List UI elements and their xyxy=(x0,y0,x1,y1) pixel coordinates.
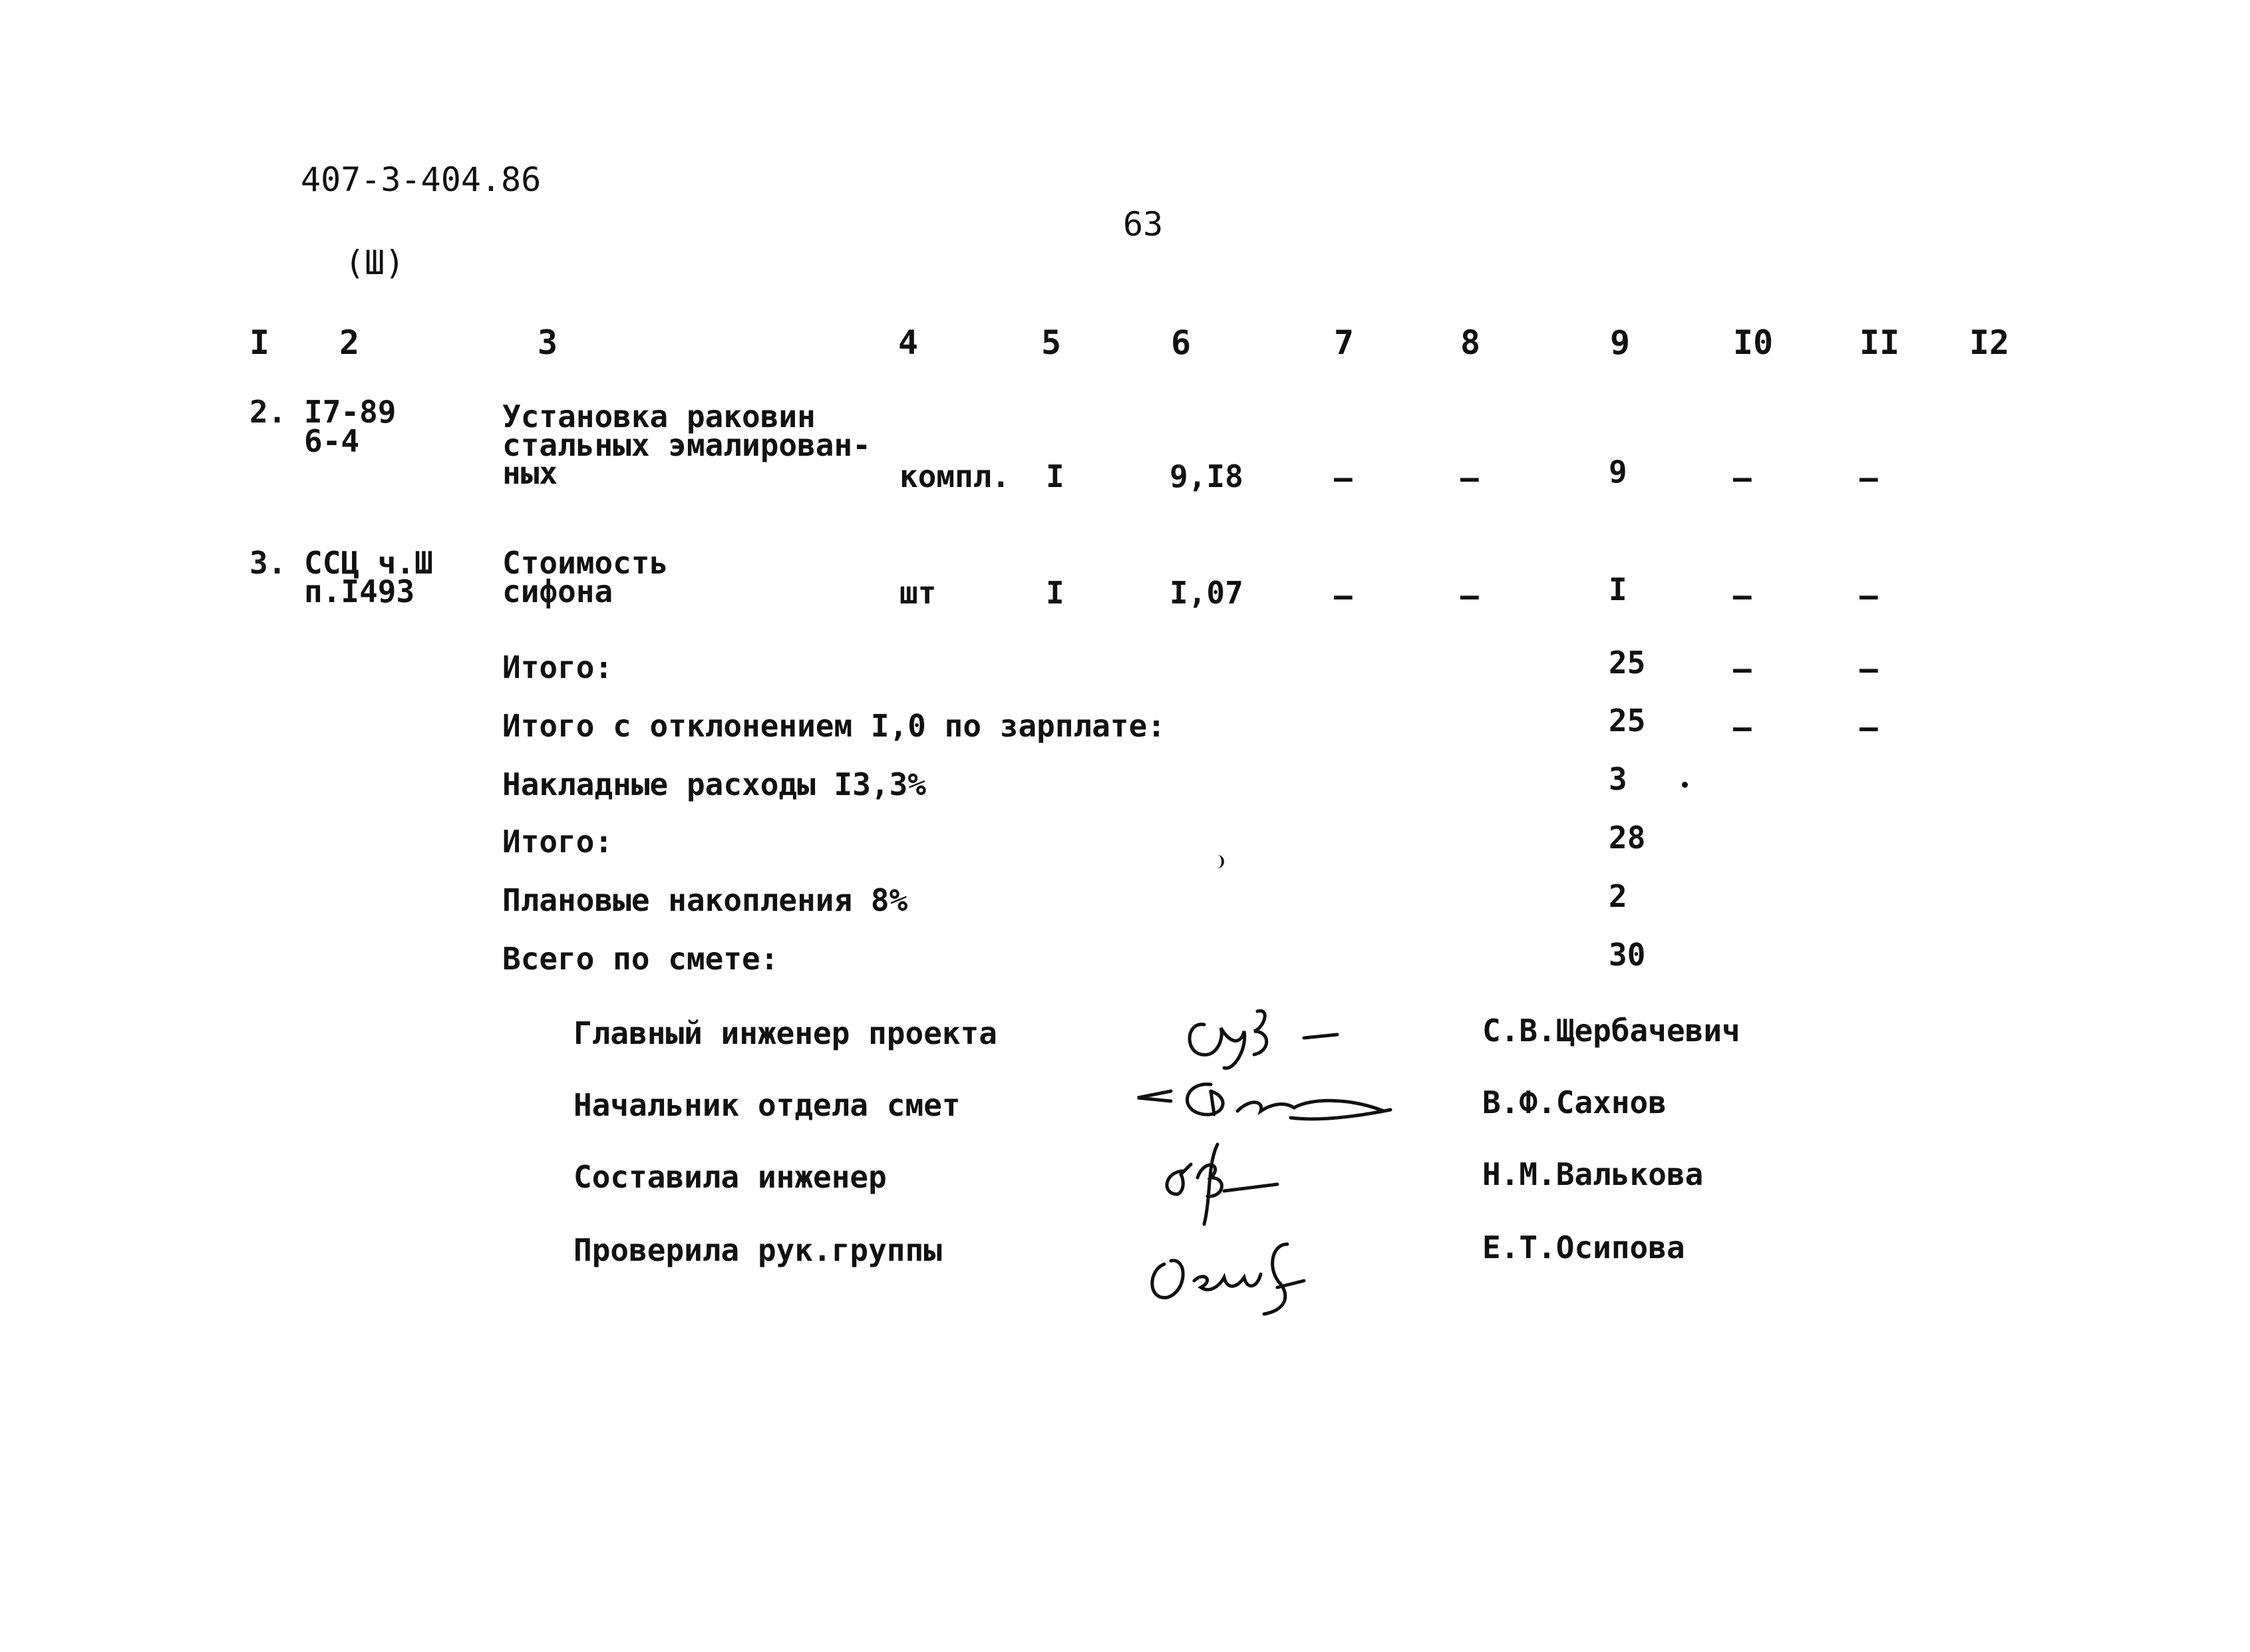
total-value: 30 xyxy=(1609,937,1646,973)
column-number-2: 2 xyxy=(339,323,360,362)
signatory-role: Главный инженер проекта xyxy=(573,1015,997,1051)
item-name-line2: стальных эмалирован- xyxy=(502,427,871,463)
column-number-9: 9 xyxy=(1610,323,1631,362)
col11-value: – xyxy=(1859,578,1878,613)
col9-value: I xyxy=(1609,572,1627,607)
col7-value: – xyxy=(1334,460,1353,496)
rate-code-line2: п.I493 xyxy=(304,574,415,609)
total-label: Накладные расходы I3,3% xyxy=(502,766,926,802)
total-value: 25 xyxy=(1609,645,1646,681)
column-number-1: I xyxy=(249,323,270,362)
document-code: 407-3-404.86 xyxy=(301,160,542,199)
col7-value: – xyxy=(1334,578,1353,613)
col10-value: – xyxy=(1733,460,1752,496)
col8-value: – xyxy=(1460,460,1479,496)
signatory-name: С.В.Щербачевич xyxy=(1482,1013,1740,1049)
unit-price: I,07 xyxy=(1170,575,1243,611)
total-col10: – xyxy=(1733,709,1752,745)
column-number-10: I0 xyxy=(1733,323,1774,362)
unit-price: 9,I8 xyxy=(1170,458,1243,494)
item-name-line1: Стоимость xyxy=(502,545,669,581)
signature-2 xyxy=(1131,1071,1397,1144)
signatory-role: Проверила рук.группы xyxy=(573,1232,942,1268)
signature-1 xyxy=(1178,998,1357,1078)
signatory-name: Н.М.Валькова xyxy=(1482,1156,1704,1192)
total-value: 28 xyxy=(1609,820,1646,856)
total-col11: – xyxy=(1859,709,1878,745)
total-label: Итого: xyxy=(502,824,613,860)
col10-value: – xyxy=(1733,578,1752,613)
total-value: 2 xyxy=(1609,878,1627,914)
scan-mark xyxy=(1216,855,1224,868)
column-number-3: 3 xyxy=(538,323,558,362)
unit: шт xyxy=(899,575,937,611)
signatory-name: Е.Т.Осипова xyxy=(1482,1230,1685,1265)
column-number-11: II xyxy=(1859,323,1900,362)
page-number: 63 xyxy=(1123,205,1164,244)
column-number-6: 6 xyxy=(1171,323,1192,362)
total-value: 3 xyxy=(1609,761,1627,797)
total-col11: – xyxy=(1859,651,1878,687)
signature-4 xyxy=(1138,1218,1331,1317)
total-label: Всего по смете: xyxy=(502,941,779,977)
scan-mark xyxy=(1682,782,1688,788)
column-number-12: I2 xyxy=(1969,323,2010,362)
quantity: I xyxy=(1046,575,1064,611)
quantity: I xyxy=(1046,458,1064,494)
col9-value: 9 xyxy=(1609,454,1627,490)
signatory-name: В.Ф.Сахнов xyxy=(1482,1084,1667,1120)
total-label: Итого: xyxy=(502,649,613,685)
total-label: Итого с отклонением I,0 по зарплате: xyxy=(502,708,1166,744)
signatory-role: Начальник отдела смет xyxy=(573,1087,961,1123)
column-number-4: 4 xyxy=(898,323,919,362)
col11-value: – xyxy=(1859,460,1878,496)
item-name-line2: сифона xyxy=(502,574,613,609)
row-number: 2. xyxy=(249,394,287,430)
rate-code-line1: I7-89 xyxy=(304,394,397,430)
row-number: 3. xyxy=(249,545,287,581)
signatory-role: Составила инженер xyxy=(573,1159,887,1195)
unit: компл. xyxy=(899,458,1011,494)
item-name-line1: Установка раковин xyxy=(502,399,816,434)
total-col10: – xyxy=(1733,651,1752,687)
column-number-7: 7 xyxy=(1334,323,1355,362)
column-number-8: 8 xyxy=(1460,323,1481,362)
total-label: Плановые накопления 8% xyxy=(502,882,908,918)
total-value: 25 xyxy=(1609,703,1646,739)
rate-code-line2: 6-4 xyxy=(304,423,360,459)
section-label: (Ш) xyxy=(345,244,405,282)
column-number-5: 5 xyxy=(1041,323,1062,362)
rate-code-line1: ССЦ ч.Ш xyxy=(304,545,433,581)
item-name-line3: ных xyxy=(502,455,558,491)
col8-value: – xyxy=(1460,578,1479,613)
